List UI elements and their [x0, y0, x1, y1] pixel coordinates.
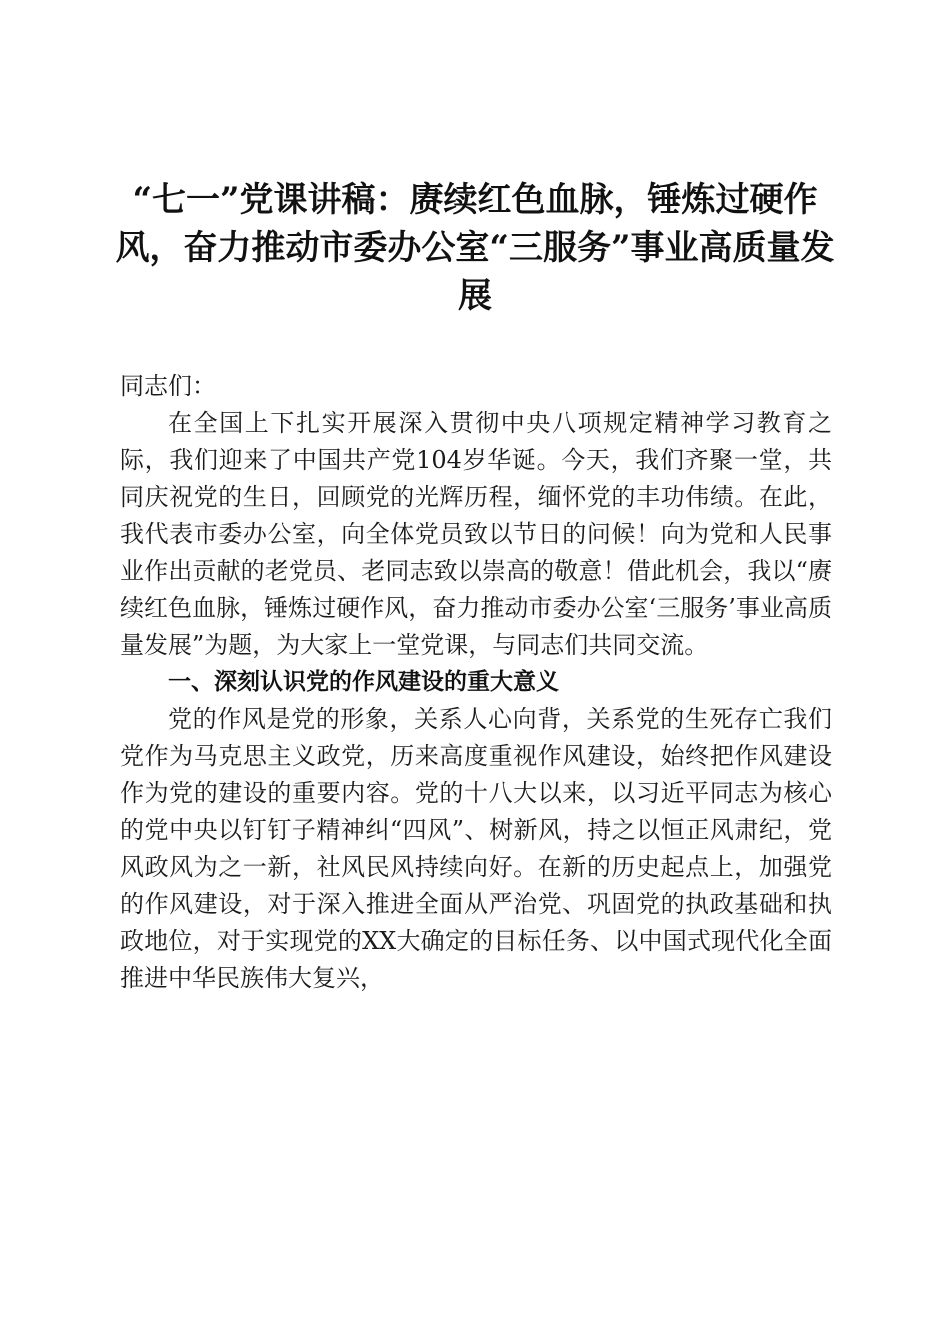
document-title: “七一”党课讲稿：赓续红色血脉，锤炼过硬作风，奋力推动市委办公室“三服务”事业高质量发展 — [115, 180, 835, 316]
section-heading-1: 一、深刻认识党的作风建设的重大意义 — [168, 669, 559, 695]
paragraph-intro: 在全国上下扎实开展深入贯彻中央八项规定精神学习教育之际，我们迎来了中国共产党104岁华诞。今天，我们齐聚一堂，共同庆祝党的生日，回顾党的光辉历程，缅怀党的丰功伟绩。在此，我代表市委办公室，向全体党员致以节日的问候！向为党和人民事业作出贡献的老党员、老同志致以崇高的敬意！借此机会，我以“赓续红色血脉，锤炼过硬作风，奋力推动市委办公室‘三服务’事业高质量发展”为题，为大家上一堂党课，与同志们共同交流。 — [120, 409, 832, 659]
paragraph-section-1: 党的作风是党的形象，关系人心向背，关系党的生死存亡我们党作为马克思主义政党，历来高度重视作风建设，始终把作风建设作为党的建设的重要内容。党的十八大以来，以习近平同志为核心的党中央以钉钉子精神纠“四风”、树新风，持之以恒正风肃纪，党风政风为之一新，社风民风持续向好。在新的历史起点上，加强党的作风建设，对于深入推进全面从严治党、巩固党的执政基础和执政地位，对于实现党的XX大确定的目标任务、以中国式现代化全面推进中华民族伟大复兴， — [120, 705, 832, 992]
document-body — [120, 368, 832, 997]
salutation: 同志们： — [120, 372, 216, 400]
